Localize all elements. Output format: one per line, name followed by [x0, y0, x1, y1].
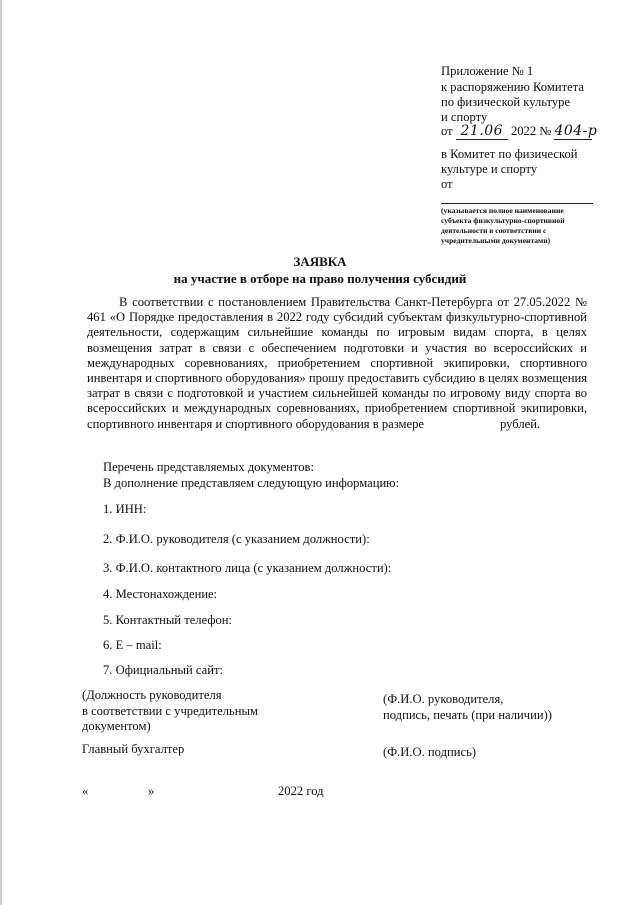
- chief-accountant-sign: (Ф.И.О. подпись): [383, 745, 477, 759]
- scan-edge: [0, 0, 2, 905]
- chief-accountant-label: Главный бухгалтер: [82, 742, 185, 756]
- item-contact-name: 3. Ф.И.О. контактного лица (с указанием должности):: [103, 561, 392, 575]
- documents-list-label: Перечень представляемых документов:: [103, 460, 314, 474]
- date-close-quote: »: [148, 784, 155, 798]
- recipient-line1: в Комитет по физической: [441, 147, 578, 161]
- document-title: ЗАЯВКА: [293, 254, 347, 269]
- appendix-line1: Приложение № 1: [441, 64, 534, 78]
- item-inn: 1. ИНН:: [103, 502, 147, 516]
- paragraph-text: В соответствии с постановлением Правительства Санкт-Петербурга от 27.05.2022 № 461 «О Порядке предоставления в 2022 году субсидий субъектам физкультурно-спортивной деятельности, содержащим сильнейшие команды по игровым видам спорта, в целях возмещения затрат в связи с обеспечением подготовки и участия во всероссийских и международных соревнованиях, приобретением спортивной экипировки, спортивного инвентаря и спортивного оборудования» прошу предоставить субсидию в целях возмещения затрат в связи с подготовкой и участием сильнейшей команды по игровому виду спорта во всероссийских и международных соревнованиях, приобретением спортивной экипировки, спортивного инвентаря и спортивного оборудования в размере: [87, 295, 587, 431]
- appendix-line3: по физической культуре: [441, 95, 571, 109]
- recipient-underline: [441, 203, 593, 204]
- handwritten-date: 21.06: [456, 124, 508, 140]
- date-year: 2022 год: [278, 784, 324, 798]
- item-head-name: 2. Ф.И.О. руководителя (с указанием должности):: [103, 532, 370, 546]
- date-open-quote: «: [82, 784, 89, 798]
- item-website: 7. Официальный сайт:: [103, 663, 223, 677]
- sign-right-line1: (Ф.И.О. руководителя,: [383, 692, 504, 706]
- main-paragraph: [87, 295, 587, 432]
- sign-left-line1: (Должность руководителя: [82, 688, 222, 702]
- document-subtitle: на участие в отборе на право получения субсидий: [173, 271, 467, 286]
- recipient-line3: от: [441, 177, 453, 191]
- recipient-note: (указывается полное наименование субъекта физкультурно-спортивной деятельности в соответствии с учредительными документами): [441, 206, 565, 245]
- item-phone: 5. Контактный телефон:: [103, 613, 233, 627]
- date-prefix: от: [441, 124, 453, 138]
- paragraph-end: рублей.: [499, 416, 541, 431]
- appendix-date-line: [441, 123, 598, 140]
- sign-left-line3: документом): [82, 719, 151, 733]
- sign-right-line2: подпись, печать (при наличии)): [383, 708, 552, 722]
- recipient-line2: культуре и спорту: [441, 162, 538, 176]
- item-location: 4. Местонахождение:: [103, 587, 218, 601]
- appendix-line4: и спорту: [441, 110, 488, 124]
- appendix-line2: к распоряжению Комитета: [441, 80, 584, 94]
- item-email: 6. E – mail:: [103, 638, 162, 652]
- additional-info-label: В дополнение представляем следующую информацию:: [103, 476, 400, 490]
- year-number-label: 2022 №: [510, 124, 552, 138]
- handwritten-number: 404-р: [554, 123, 598, 139]
- sign-left-line2: в соответствии с учредительным: [82, 704, 258, 718]
